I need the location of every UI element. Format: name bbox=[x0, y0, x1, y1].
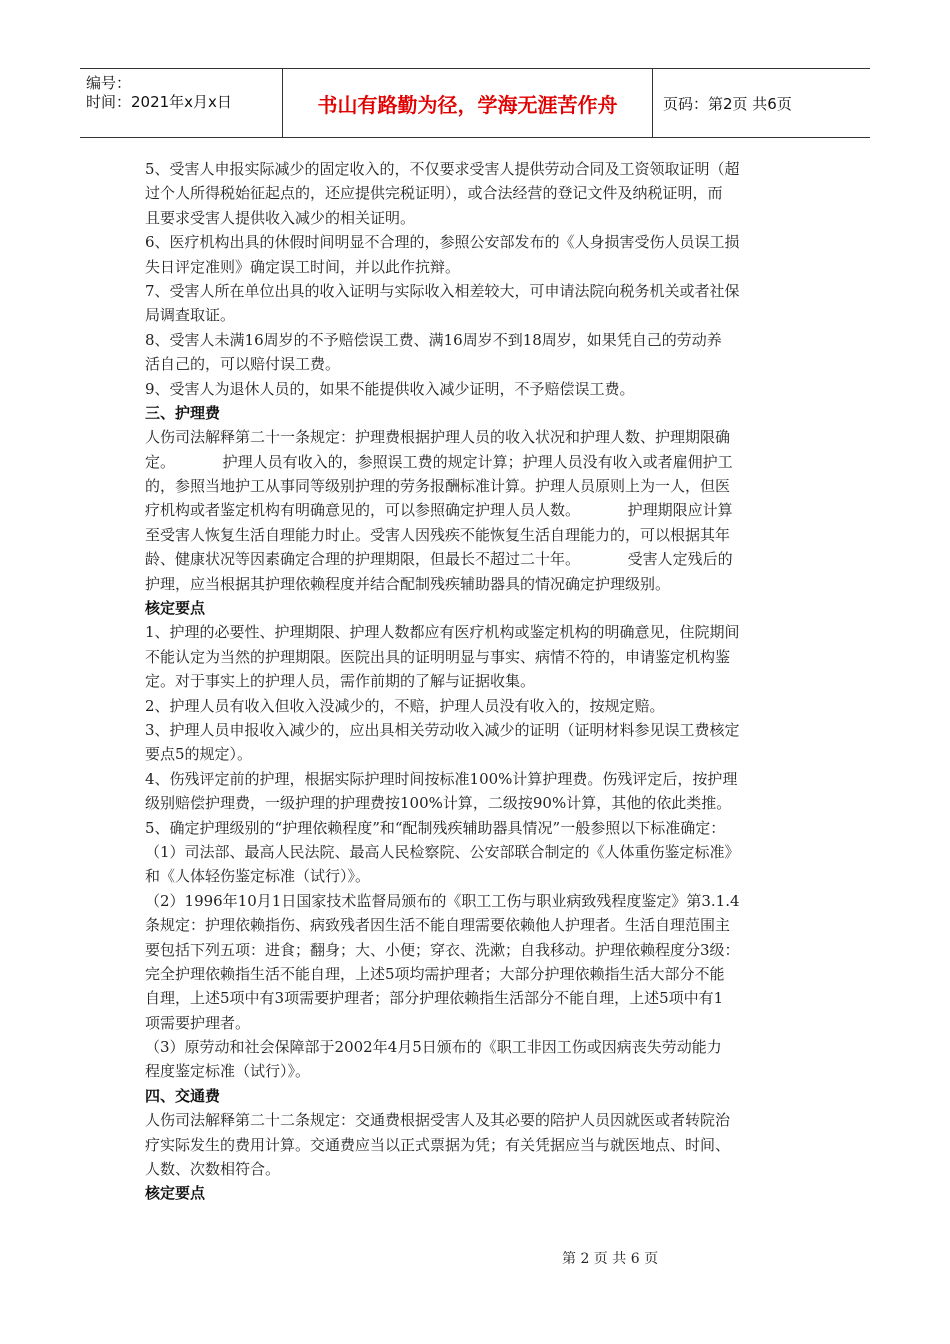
body-line: 3、护理人员申报收入减少的，应出具相关劳动收入减少的证明（证明材料参见误工费核定 bbox=[145, 720, 740, 739]
body-line: 至受害人恢复生活自理能力时止。受害人因残疾不能恢复生活自理能力的，可以根据其年 bbox=[145, 525, 731, 544]
body-line: 局调查取证。 bbox=[145, 306, 236, 325]
body-line: （2）1996年10月1日国家技术监督局颁布的《职工工伤与职业病致残程度鉴定》第3.1.4 bbox=[145, 891, 740, 910]
body-line: 条规定：护理依赖指伤、病致残者因生活不能自理需要依赖他人护理者。生活自理范围主 bbox=[145, 916, 731, 935]
body-line: 自理，上述5项中有3项需要护理者；部分护理依赖指生活部分不能自理，上述5项中有1 bbox=[145, 989, 724, 1008]
body-line: 项需要护理者。 bbox=[145, 1013, 251, 1032]
header-motto: 书山有路勤为径，学海无涯苦作舟 bbox=[283, 69, 653, 137]
body-line: 人伤司法解释第二十二条规定：交通费根据受害人及其必要的陪护人员因就医或者转院治 bbox=[145, 1111, 731, 1130]
header-meta bbox=[80, 69, 283, 137]
document-body bbox=[145, 157, 817, 1206]
body-line: 不能认定为当然的护理期限。医院出具的证明明显与事实、病情不符的，申请鉴定机构鉴 bbox=[145, 647, 731, 666]
body-line: 定。对于事实上的护理人员，需作前期的了解与证据收集。 bbox=[145, 672, 536, 691]
body-line: 疗机构或者鉴定机构有明确意见的，可以参照确定护理人员人数。 护理期限应计算 bbox=[145, 501, 733, 520]
body-line: 活自己的，可以赔付误工费。 bbox=[145, 355, 341, 374]
body-line: 完全护理依赖指生活不能自理，上述5项均需护理者；大部分护理依赖指生活大部分不能 bbox=[145, 964, 725, 983]
subheading-key-points: 核定要点 bbox=[145, 1184, 206, 1203]
body-line: 人伤司法解释第二十一条规定：护理费根据护理人员的收入状况和护理人数、护理期限确 bbox=[145, 428, 731, 447]
body-line: 龄、健康状况等因素确定合理的护理期限，但最长不超过二十年。 受害人定残后的 bbox=[145, 550, 733, 569]
section-heading-nursing-fee: 三、护理费 bbox=[145, 403, 221, 422]
body-line: 的，参照当地护工从事同等级别护理的劳务报酬标准计算。护理人员原则上为一人，但医 bbox=[145, 477, 731, 496]
subheading-key-points: 核定要点 bbox=[145, 599, 206, 618]
page-footer: 第 2 页 共 6 页 bbox=[562, 1251, 659, 1267]
body-line: 2、护理人员有收入但收入没减少的，不赔，护理人员没有收入的，按规定赔。 bbox=[145, 696, 665, 715]
body-line: 6、医疗机构出具的休假时间明显不合理的，参照公安部发布的《人身损害受伤人员误工损 bbox=[145, 233, 740, 252]
body-line: 4、伤残评定前的护理，根据实际护理时间按标准100%计算护理费。伤残评定后，按护理 bbox=[145, 769, 738, 788]
body-line: （1）司法部、最高人民法院、最高人民检察院、公安部联合制定的《人体重伤鉴定标准》 bbox=[145, 842, 740, 861]
page-header bbox=[80, 68, 870, 138]
body-line: 要包括下列五项：进食；翻身；大、小便；穿衣、洗漱；自我移动。护理依赖程度分3级： bbox=[145, 940, 740, 959]
body-line: 过个人所得税始征起点的，还应提供完税证明），或合法经营的登记文件及纳税证明，而 bbox=[145, 184, 723, 203]
body-line: 5、确定护理级别的“护理依赖程度”和“配制残疾辅助器具情况”一般参照以下标准确定： bbox=[145, 818, 726, 837]
body-line: 定。 护理人员有收入的，参照误工费的规定计算；护理人员没有收入或者雇佣护工 bbox=[145, 452, 733, 471]
body-line: 级别赔偿护理费，一级护理的护理费按100%计算，二级按90%计算，其他的依此类推。 bbox=[145, 794, 732, 813]
body-line: 且要求受害人提供收入减少的相关证明。 bbox=[145, 208, 416, 227]
body-line: 8、受害人未满16周岁的不予赔偿误工费、满16周岁不到18周岁，如果凭自己的劳动养 bbox=[145, 330, 722, 349]
body-line: 和《人体轻伤鉴定标准（试行）》。 bbox=[145, 867, 371, 886]
body-line: 要点5的规定）。 bbox=[145, 745, 253, 764]
document-date-label: 时间：2021年x月x日 bbox=[86, 93, 232, 111]
body-line: 失日评定准则》确定误工时间，并以此作抗辩。 bbox=[145, 257, 461, 276]
body-line: 人数、次数相符合。 bbox=[145, 1160, 281, 1179]
body-line: 5、受害人申报实际减少的固定收入的，不仅要求受害人提供劳动合同及工资领取证明（超 bbox=[145, 160, 740, 178]
section-heading-transport-fee: 四、交通费 bbox=[145, 1086, 221, 1105]
body-line: 9、受害人为退休人员的，如果不能提供收入减少证明，不予赔偿误工费。 bbox=[145, 379, 635, 398]
document-number-label: 编号： bbox=[86, 74, 132, 92]
body-line: 1、护理的必要性、护理期限、护理人数都应有医疗机构或鉴定机构的明确意见，住院期间 bbox=[145, 623, 740, 642]
header-page-number: 页码：第2页 共6页 bbox=[663, 94, 792, 113]
body-line: 护理，应当根据其护理依赖程度并结合配制残疾辅助器具的情况确定护理级别。 bbox=[145, 574, 671, 593]
body-line: 程度鉴定标准（试行）》。 bbox=[145, 1062, 311, 1081]
body-line: 疗实际发生的费用计算。交通费应当以正式票据为凭；有关凭据应当与就医地点、时间、 bbox=[145, 1135, 731, 1154]
body-line: 7、受害人所在单位出具的收入证明与实际收入相差较大，可申请法院向税务机关或者社保 bbox=[145, 281, 740, 300]
body-line: （3）原劳动和社会保障部于2002年4月5日颁布的《职工非因工伤或因病丧失劳动能力 bbox=[145, 1038, 722, 1057]
